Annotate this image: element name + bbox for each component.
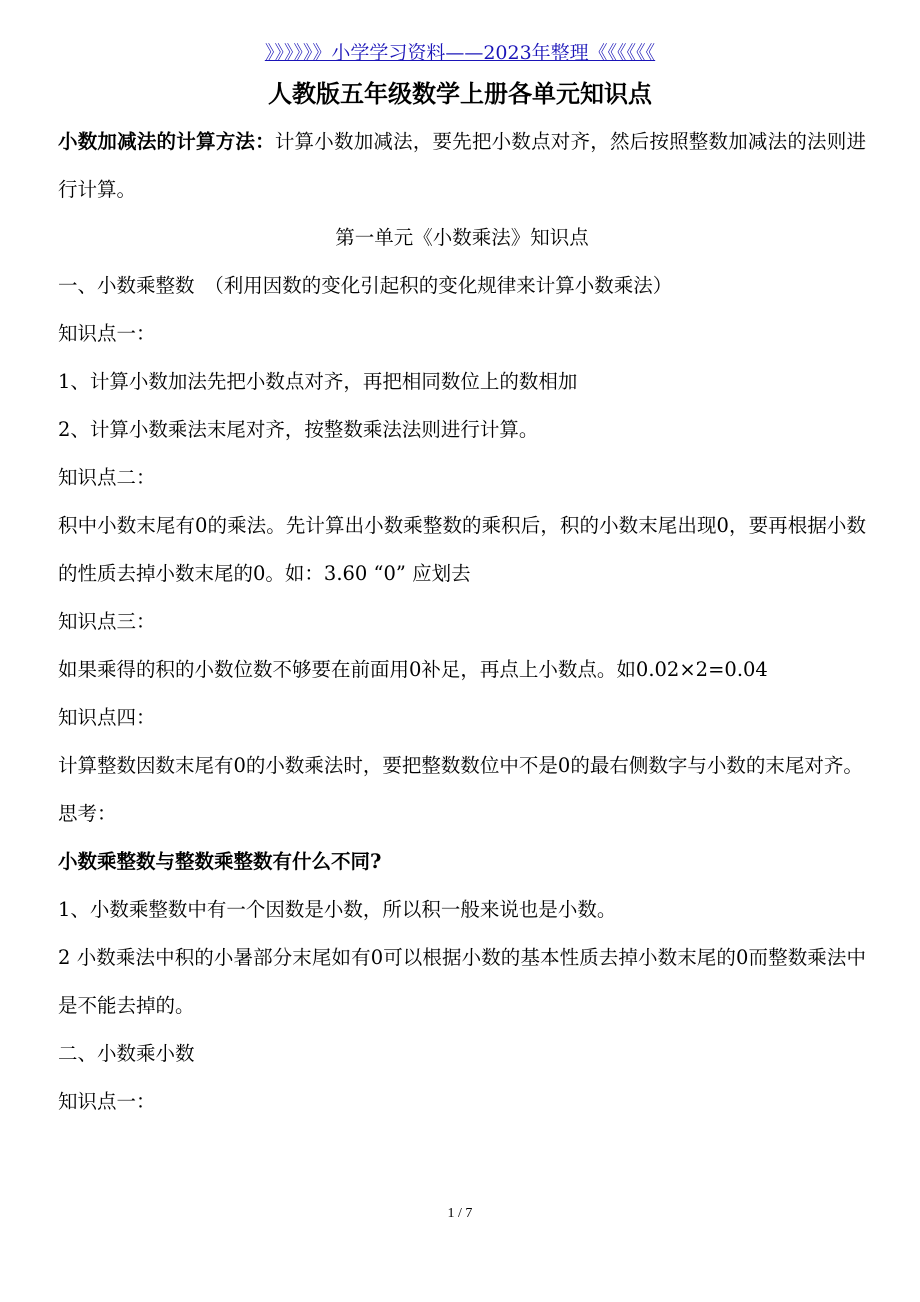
section1-kp4-text: 计算整数因数末尾有0的小数乘法时，要把整数数位中不是0的最右侧数字与小数的末尾对齐。: [58, 754, 863, 777]
section2-heading: 二、小数乘小数: [58, 1042, 195, 1065]
think-answer-1: 1、小数乘整数中有一个因数是小数，所以积一般来说也是小数。: [58, 898, 617, 921]
document-title: 人教版五年级数学上册各单元知识点: [268, 79, 652, 108]
document-body: [58, 118, 866, 1126]
section1-kp2-title: 知识点二：: [58, 466, 156, 489]
section1-kp1-item1: 1、计算小数加法先把小数点对齐，再把相同数位上的数相加: [58, 370, 578, 393]
section1-kp3-title: 知识点三：: [58, 610, 156, 633]
section1-kp2-text: 积中小数末尾有0的乘法。先计算出小数乘整数的乘积后，积的小数末尾出现0，要再根据小数的性质去掉小数末尾的0。如：3.60 “0” 应划去: [58, 514, 866, 585]
think-answer-2: 2 小数乘法中积的小暑部分末尾如有0可以根据小数的基本性质去掉小数末尾的0而整数乘法中是不能去掉的。: [58, 946, 866, 1017]
unit-heading: 第一单元《小数乘法》知识点: [335, 226, 589, 249]
intro-label: 小数加减法的计算方法：: [58, 130, 275, 153]
section1-kp3-text: 如果乘得的积的小数位数不够要在前面用0补足，再点上小数点。如0.02×2=0.04: [58, 658, 768, 681]
think-question: 小数乘整数与整数乘整数有什么不同?: [58, 850, 382, 873]
header-link[interactable]: 》》》》》》小学学习资料——2023年整理《《《《《《: [264, 42, 656, 64]
section1-heading: 一、小数乘整数 （利用因数的变化引起积的变化规律来计算小数乘法）: [58, 274, 673, 297]
section2-kp1-title: 知识点一：: [58, 1090, 156, 1113]
intro-text: 计算小数加减法，要先把小数点对齐，然后按照整数加减法的法则进行计算。: [58, 130, 866, 201]
section1-kp1-item2: 2、计算小数乘法末尾对齐，按整数乘法法则进行计算。: [58, 418, 539, 441]
intro-paragraph: [58, 118, 866, 214]
section1-kp4-title: 知识点四：: [58, 706, 156, 729]
think-title: 思考：: [58, 802, 117, 825]
section1-kp1-title: 知识点一：: [58, 322, 156, 345]
page-number: 1 / 7: [447, 1206, 473, 1221]
